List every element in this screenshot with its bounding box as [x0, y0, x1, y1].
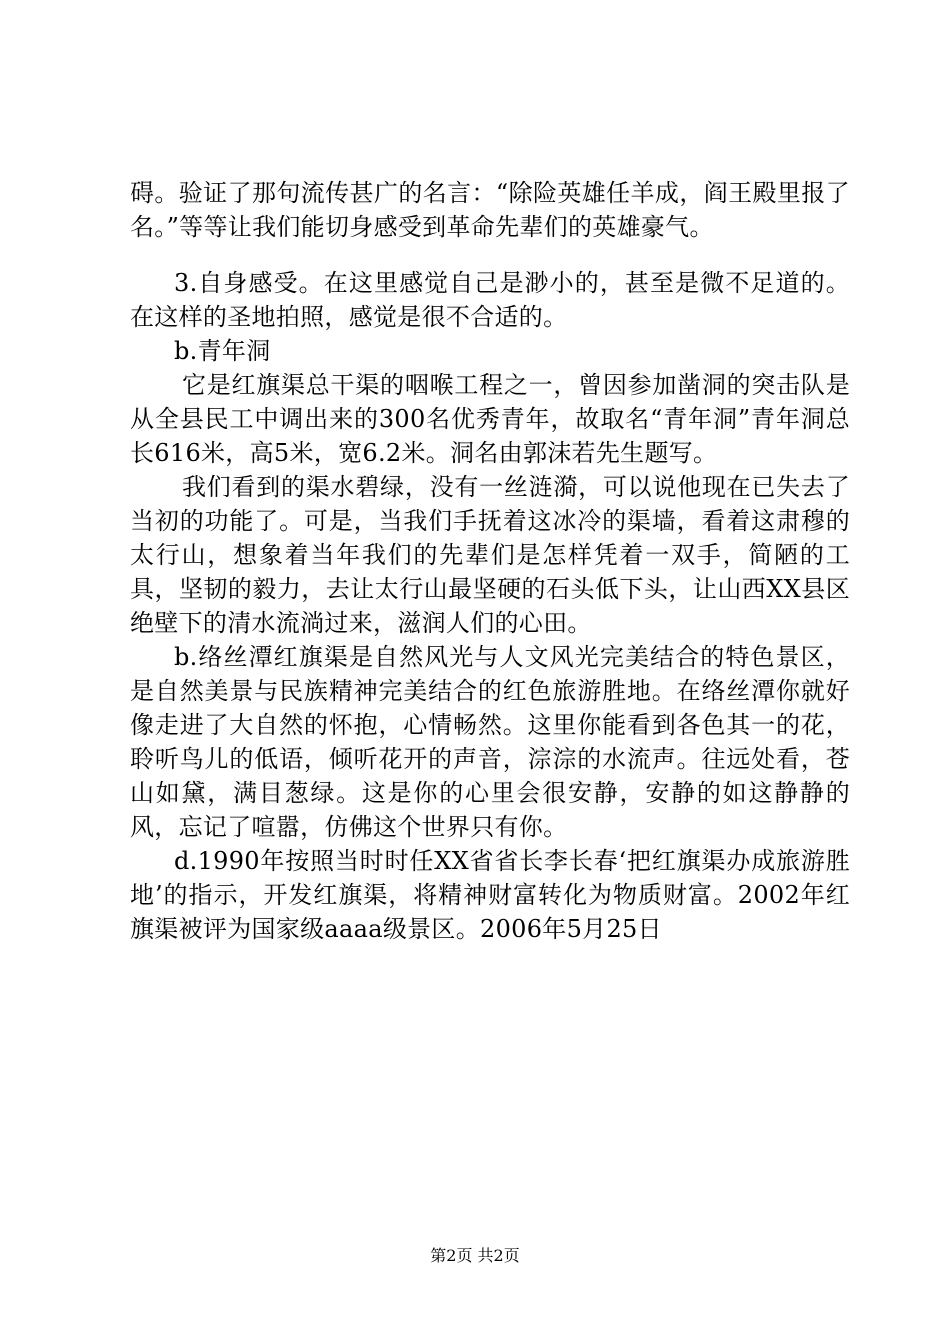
paragraph-luosi-pool: b.络丝潭红旗渠是自然风光与人文风光完美结合的特色景区，是自然美景与民族精神完美结合的红色旅游胜地。在络丝潭你就好像走进了大自然的怀抱，心情畅然。这里你能看到各色其一的花，聆听鸟儿的低语，倾听花开的声音，淙淙的水流声。往远处看，苍山如黛，满目葱绿。这是你的心里会很安静，安静的如这静静的风，忘记了喧嚣，仿佛这个世界只有你。: [130, 643, 850, 841]
paragraph-self-feeling: 3.自身感受。在这里感觉自己是渺小的，甚至是微不足道的。在这样的圣地拍照，感觉是很不合适的。: [130, 269, 850, 331]
document-body: [130, 176, 850, 946]
paragraph-youth-tunnel: 它是红旗渠总干渠的咽喉工程之一，曾因参加凿洞的突击队是从全县民工中调出来的300名优秀青年，故取名“青年洞”青年洞总长616米，高5米，宽6.2米。洞名由郭沫若先生题写。: [130, 371, 850, 467]
paragraph-history-1990: d.1990年按照当时时任XX省省长李长春‘把红旗渠办成旅游胜地’的指示，开发红旗渠，将精神财富转化为物质财富。2002年红旗渠被评为国家级aaaa级景区。2006年5月25日: [130, 847, 850, 943]
page-footer: 第2页 共2页: [430, 1246, 520, 1265]
paragraph-continuation: 碍。验证了那句流传甚广的名言：“除险英雄任羊成，阎王殿里报了名。”等等让我们能切身感受到革命先辈们的英雄豪气。: [130, 179, 850, 241]
heading-youth-tunnel: b.青年洞: [174, 337, 271, 365]
paragraph-canal-water: 我们看到的渠水碧绿，没有一丝涟漪，可以说他现在已失去了当初的功能了。可是，当我们手抚着这冰冷的渠墙，看着这肃穆的太行山，想象着当年我们的先辈们是怎样凭着一双手，简陋的工具，坚韧的毅力，去让太行山最坚硬的石头低下头，让山西XX县区绝壁下的清水流淌过来，滋润人们的心田。: [130, 473, 850, 637]
